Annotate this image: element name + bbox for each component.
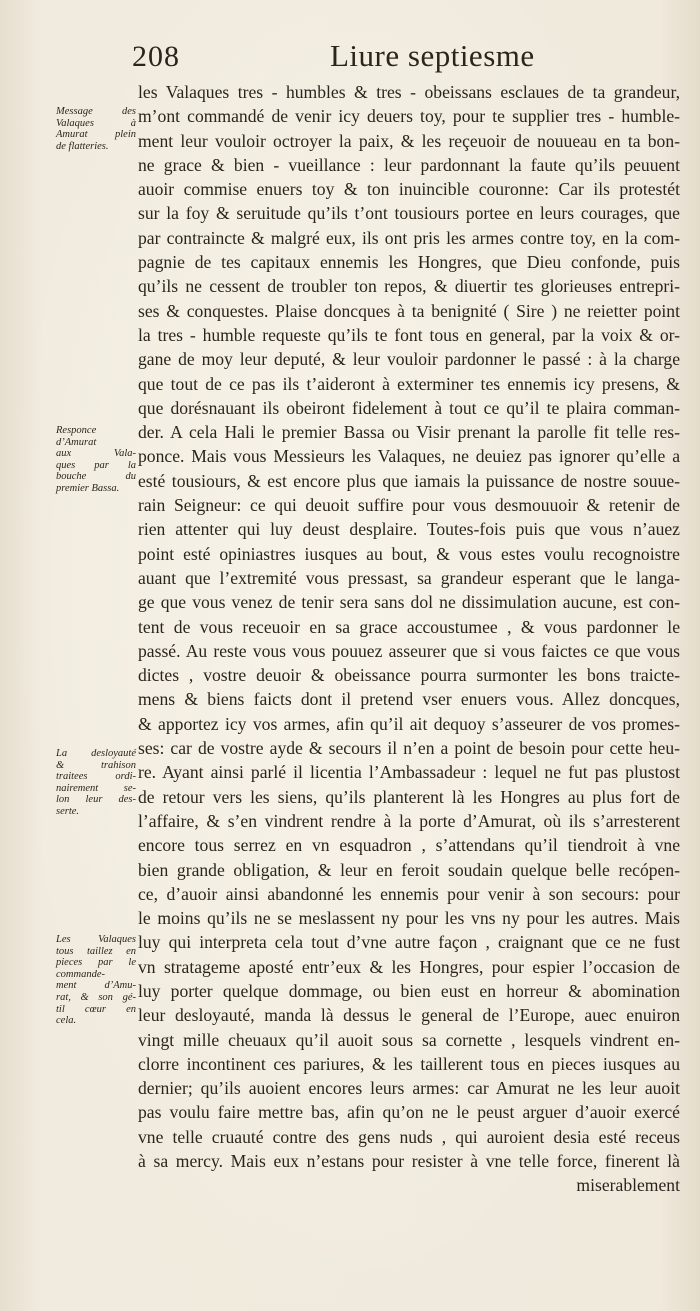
margin-note-line: lon leur des- bbox=[56, 794, 136, 806]
margin-note-line: Amurat plein bbox=[56, 129, 136, 141]
text-line: sur la foy & seruitude qu’ils t’ont tousiours portee en leurs courages, que bbox=[138, 203, 680, 224]
text-line: par contraincte & malgré eux, ils ont pris les armes contre toy, en la com- bbox=[138, 227, 680, 248]
text-line: esté tousiours, & est encore plus que iamais la puissance de nostre souue- bbox=[138, 470, 680, 491]
margin-note-line: traitees ordi- bbox=[56, 771, 136, 783]
text-line: auoir commise enuers toy & ton inuincible couronne: Car ils protestét bbox=[138, 179, 680, 200]
margin-note-line: nairement se- bbox=[56, 782, 136, 794]
text-line: pas voulu faire mettre bas, afin qu’on ne le peust arguer d’auoir exercé bbox=[138, 1102, 680, 1123]
margin-note-line: Responce bbox=[56, 425, 97, 436]
text-line: qu’ils ne cessent de troubler ton repos, & diuertir tes glorieuses entrepri- bbox=[138, 276, 680, 297]
text-line: dictes , vostre deuoir & obeissance pourra surmonter les bons traicte- bbox=[138, 665, 680, 686]
margin-note-line: til cœur en bbox=[56, 1003, 136, 1015]
text-line: vn stratageme aposté entr’eux & les Hongres, pour espier l’occasion de bbox=[138, 956, 680, 977]
text-line: les Valaques tres - humbles & tres - obeissans esclaues de ta grandeur, bbox=[138, 82, 680, 102]
margin-note-line: ment d’Amu- bbox=[56, 980, 136, 992]
margin-note-line: tous taillez en bbox=[56, 945, 136, 957]
margin-note-line: rat, & son gé- bbox=[56, 991, 136, 1003]
margin-note-responce bbox=[56, 425, 136, 495]
margin-note-line: serte. bbox=[56, 805, 80, 817]
margin-note-line: Valaques à bbox=[56, 117, 136, 129]
text-line: que tout de ce pas ils t’aideront à exterminer tes ennemis icy presens, & bbox=[138, 373, 680, 394]
text-line: bien grande obligation, & leur en feroit soudain quelque belle recópen- bbox=[138, 859, 680, 880]
text-line: que dorésnauant ils obeiront fidelement à tout ce qu’il te plaira comman- bbox=[138, 397, 680, 418]
margin-note-line: pieces par le bbox=[56, 957, 136, 969]
text-line: ment leur vouloir octroyer la paix, & les reçeuoir de nouueau en ta bon- bbox=[138, 130, 680, 151]
margin-note-line: aux Vala- bbox=[56, 448, 136, 460]
text-line: ses: car de vostre ayde & secours il n’en a point de besoin pour cette heu- bbox=[138, 738, 680, 759]
text-line: rain Seigneur: ce qui deuoit suffire pour vous desmouuoir & retenir de bbox=[138, 495, 680, 516]
text-line: m’ont commandé de venir icy deuers toy, pour te supplier tres - humble- bbox=[138, 106, 680, 127]
text-line: ne grace & bien - vueillance : leur pardonnant la faute qu’ils peuuent bbox=[138, 154, 680, 175]
text-line: re. Ayant ainsi parlé il licentia l’Ambassadeur : lequel ne fut pas plustost bbox=[138, 762, 680, 783]
margin-note-valaques-tues bbox=[56, 934, 136, 1027]
text-line: vingt mille cheuaux qu’il auoit sous sa cornette , lesquels vindrent en- bbox=[138, 1029, 680, 1050]
text-line: luy qui interpreta cela tout d’vne autre façon , craignant que ce ne fust bbox=[138, 932, 680, 953]
text-line: pagnie de tes capitaux ennemis les Hongres, que Dieu confonde, puis bbox=[138, 252, 680, 273]
text-line: à sa mercy. Mais eux n’estans pour resister à vne telle force, finerent là bbox=[138, 1151, 680, 1172]
text-line: l’affaire, & s’en vindrent rendre à la porte d’Amurat, où ils s’arresterent bbox=[138, 810, 680, 831]
text-line: point esté opiniastres iusques au bout, & vous estes voulu recognoistre bbox=[138, 543, 680, 564]
text-line: ses & conquestes. Plaise doncques à ta benignité ( Sire ) ne reietter point bbox=[138, 300, 680, 321]
text-line: rien attenter qui luy deust desplaire. Toutes-fois puis que vous n’auez bbox=[138, 519, 680, 540]
text-line: passé. Au reste vous vous pouuez asseurer que si vous faictes ce que vous bbox=[138, 640, 680, 661]
margin-note-line: La desloyauté bbox=[56, 748, 136, 759]
text-line: ce, d’auoir ainsi abandonné les ennemis pour venir à son secours: pour bbox=[138, 883, 680, 904]
margin-note-line: d’Amurat bbox=[56, 436, 97, 448]
margin-note-line: de flatteries. bbox=[56, 140, 109, 152]
text-line: tent de vous receuoir en sa grace accoustumee , & vous pardonner le bbox=[138, 616, 680, 637]
text-line: gane de moy leur deputé, & leur vouloir pardonner le passé : à la charge bbox=[138, 349, 680, 370]
text-line: la tres - humble requeste qu’ils te font tous en general, par la voix & or- bbox=[138, 324, 680, 345]
page-number: 208 bbox=[132, 40, 180, 73]
text-line: dernier; qu’ils auoient encores leurs armes: car Amurat ne les leur auoit bbox=[138, 1078, 680, 1099]
margin-note-line: Message des bbox=[56, 106, 136, 117]
margin-note-message bbox=[56, 106, 136, 152]
margin-note-line: Les Valaques bbox=[56, 934, 136, 945]
text-line: miserablement bbox=[576, 1175, 680, 1196]
margin-note-line: cela. bbox=[56, 1015, 77, 1027]
margin-note-line: ques par la bbox=[56, 459, 136, 471]
text-line: auant que l’extremité vous pressast, sa grandeur esperant que le langa- bbox=[138, 567, 680, 588]
text-line: mens & biens faicts dont il pretend vser enuers vous. Allez doncques, bbox=[138, 689, 680, 710]
margin-note-line: premier Bassa. bbox=[56, 482, 120, 494]
text-line: encore tous serrez en vn esquadron , s’attendans qu’il tiendroit à vne bbox=[138, 835, 680, 856]
text-line: ponce. Mais vous Messieurs les Valaques, ne deuiez pas ignorer qu’elle a bbox=[138, 446, 680, 467]
margin-note-line: bouche du bbox=[56, 471, 136, 483]
margin-note-desloyaute bbox=[56, 748, 136, 818]
text-line: & apportez icy vos armes, afin qu’il ait dequoy s’asseurer de vos promes- bbox=[138, 713, 680, 734]
text-line: luy porter quelque dommage, ou bien eust en horreur & abomination bbox=[138, 980, 680, 1001]
body-text bbox=[138, 80, 680, 1198]
text-line: ge que vous venez de tenir sera sans dol ne dissimulation aucune, est con- bbox=[138, 592, 680, 613]
margin-note-line: & trahison bbox=[56, 759, 136, 771]
text-line: vne telle cruauté contre des gens nuds , qui auroient desia esté receus bbox=[138, 1126, 680, 1147]
text-line: de retour vers les siens, qu’ils planterent là les Hongres au plus fort de bbox=[138, 786, 680, 807]
text-line: le moins qu’ils ne se meslassent ny pour les vns ny pour les autres. Mais bbox=[138, 908, 680, 929]
margin-note-line: commande- bbox=[56, 968, 105, 980]
text-line: clorre incontinent ces pariures, & les taillerent tous en pieces iusques au bbox=[138, 1053, 680, 1074]
text-line: leur desloyauté, manda là dessus le general de l’Europe, auec enuiron bbox=[138, 1005, 680, 1026]
text-line: der. A cela Hali le premier Bassa ou Visir prenant la parolle fit telle res- bbox=[138, 422, 680, 443]
running-head: Liure septiesme bbox=[330, 38, 535, 73]
